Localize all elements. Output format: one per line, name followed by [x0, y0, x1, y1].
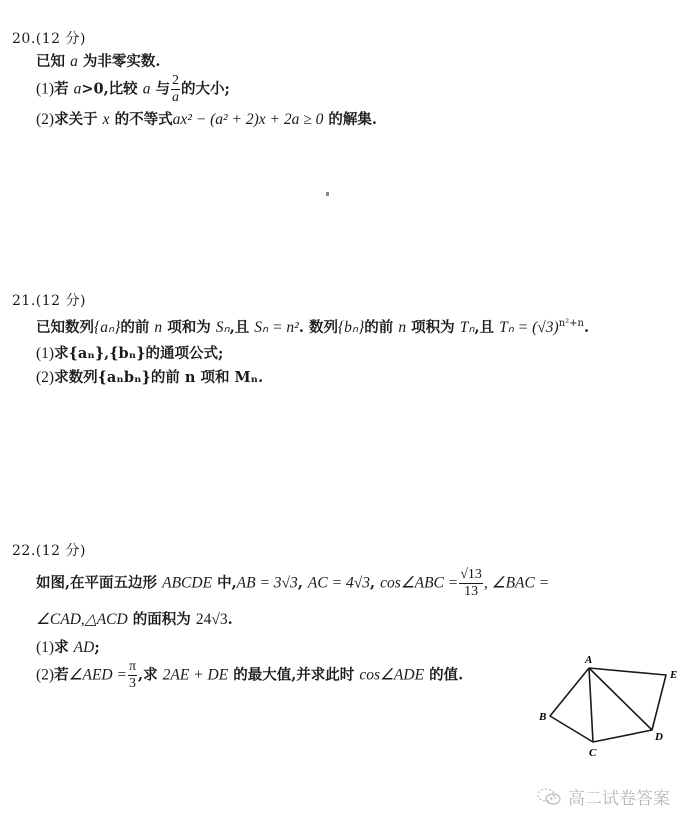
- wechat-icon: [536, 787, 562, 807]
- part-text: 的值.: [424, 666, 464, 684]
- area-value: 24√3: [195, 611, 228, 628]
- ab-length: AB = 3√3: [236, 574, 298, 592]
- stem-text: .: [227, 611, 233, 628]
- part-text: 的不等式: [109, 111, 173, 128]
- watermark-text: 高二试卷答案: [568, 789, 670, 809]
- question-22-stem-line-1: [36, 568, 549, 599]
- stem-var: a: [70, 53, 78, 70]
- stem-var: n: [154, 319, 163, 336]
- exponent: n²+n: [558, 318, 584, 330]
- question-20-stem: [36, 50, 160, 71]
- pentagon-diagram: [530, 650, 690, 765]
- fraction-denominator: 13: [464, 584, 479, 599]
- stem-text: 中,: [212, 574, 237, 592]
- part-text: 的解集.: [323, 111, 377, 128]
- part-text: 求{aₙ},{bₙ}的通项公式;: [54, 345, 224, 362]
- part-text: 与: [150, 80, 171, 98]
- stem-var: n: [398, 319, 407, 336]
- stem-text: 已知数列: [36, 319, 94, 336]
- question-20-header: [12, 28, 86, 48]
- fraction: [459, 568, 483, 599]
- question-22-part-1: [36, 636, 100, 657]
- fraction: [128, 660, 137, 691]
- fraction: [171, 74, 180, 105]
- question-21-header: [12, 290, 86, 310]
- product-equation: Tₙ = (√3): [499, 319, 559, 336]
- stem-text: 的前: [364, 319, 399, 336]
- segment-ad: [589, 668, 652, 730]
- part-expression: cos∠ADE: [359, 666, 425, 684]
- scan-artifact: [326, 192, 329, 196]
- sum-equation: Sₙ = n²: [254, 319, 299, 336]
- part-text: ;: [94, 639, 100, 656]
- angle-aed: ∠AED =: [68, 666, 127, 684]
- question-number: 20.: [12, 31, 36, 47]
- part-text: ,求: [138, 666, 163, 684]
- part-label: (1): [36, 80, 55, 98]
- stem-text: ,: [369, 574, 381, 592]
- pentagon-figure: [530, 650, 690, 769]
- stem-text: 的前: [120, 319, 155, 336]
- part-text: 若: [54, 80, 74, 98]
- vertex-label-b: B: [539, 711, 547, 723]
- part-var: a: [142, 80, 151, 98]
- fraction-numerator: 2: [172, 73, 180, 88]
- question-number: 22.: [12, 543, 36, 559]
- stem-var: Sₙ: [215, 319, 230, 336]
- question-21-part-2: [36, 366, 263, 387]
- angle-bac: , ∠BAC =: [483, 574, 550, 592]
- part-text: >0,比较: [81, 80, 143, 98]
- fraction-denominator: a: [172, 90, 180, 105]
- segment-ac: [589, 668, 593, 742]
- part-label: (1): [36, 345, 55, 362]
- stem-text: .: [583, 319, 590, 336]
- vertex-label-a: A: [585, 654, 593, 666]
- stem-text: ,: [297, 574, 308, 592]
- cos-abc: cos∠ABC =: [380, 574, 459, 592]
- sequence-b: {bₙ}: [337, 319, 365, 336]
- inequality-expression: ax² − (a² + 2)x + 2a ≥ 0: [172, 111, 324, 128]
- part-var: a: [73, 80, 82, 98]
- part-text: 的大小;: [181, 80, 230, 98]
- stem-text: ,且: [474, 319, 500, 336]
- question-score: (12 分): [35, 31, 86, 47]
- part-expression: 2AE + DE: [162, 666, 229, 684]
- question-21-part-1: [36, 342, 223, 363]
- question-number: 21.: [12, 293, 36, 309]
- question-20-part-1: [36, 74, 230, 105]
- question-21-stem: [36, 316, 589, 337]
- fraction-denominator: 3: [128, 676, 136, 691]
- ac-length: AC = 4√3: [307, 574, 370, 592]
- stem-text: 的面积为: [127, 611, 196, 628]
- stem-text: 为非零实数.: [77, 53, 161, 70]
- watermark: [536, 784, 670, 809]
- part-text: 的最大值,并求此时: [228, 666, 360, 684]
- stem-text: ,且: [229, 319, 255, 336]
- stem-text: 项和为: [162, 319, 216, 336]
- pentagon-outline: [550, 668, 666, 742]
- part-text: 求: [54, 639, 74, 656]
- question-20-part-2: [36, 108, 377, 129]
- stem-var: Tₙ: [459, 319, 475, 336]
- stem-text: 项积为: [406, 319, 460, 336]
- part-label: (2): [36, 666, 55, 684]
- sequence-a: {aₙ}: [94, 319, 121, 336]
- part-expression: AD: [73, 639, 95, 656]
- part-text: 求关于: [54, 111, 103, 128]
- vertex-label-e: E: [670, 669, 678, 681]
- part-label: (1): [36, 639, 55, 656]
- question-score: (12 分): [35, 543, 86, 559]
- part-label: (2): [36, 369, 55, 386]
- stem-text: . 数列: [298, 319, 338, 336]
- vertex-label-c: C: [589, 747, 597, 759]
- fraction-numerator: √13: [460, 567, 482, 582]
- part-var: x: [102, 111, 110, 128]
- stem-text: 如图,在平面五边形: [36, 574, 163, 592]
- part-text: 求数列{aₙbₙ}的前 n 项和 Mₙ.: [54, 369, 264, 386]
- question-22-stem-line-2: [36, 608, 233, 629]
- question-score: (12 分): [35, 293, 86, 309]
- stem-text: 已知: [36, 53, 71, 70]
- question-22-header: [12, 540, 86, 560]
- part-text: 若: [54, 666, 69, 684]
- vertex-label-d: D: [655, 731, 663, 743]
- part-label: (2): [36, 111, 55, 128]
- polygon-name: ABCDE: [162, 574, 213, 592]
- question-22-part-2: [36, 660, 463, 691]
- fraction-numerator: π: [128, 659, 137, 674]
- angle-cad: ∠CAD,△ACD: [36, 611, 128, 628]
